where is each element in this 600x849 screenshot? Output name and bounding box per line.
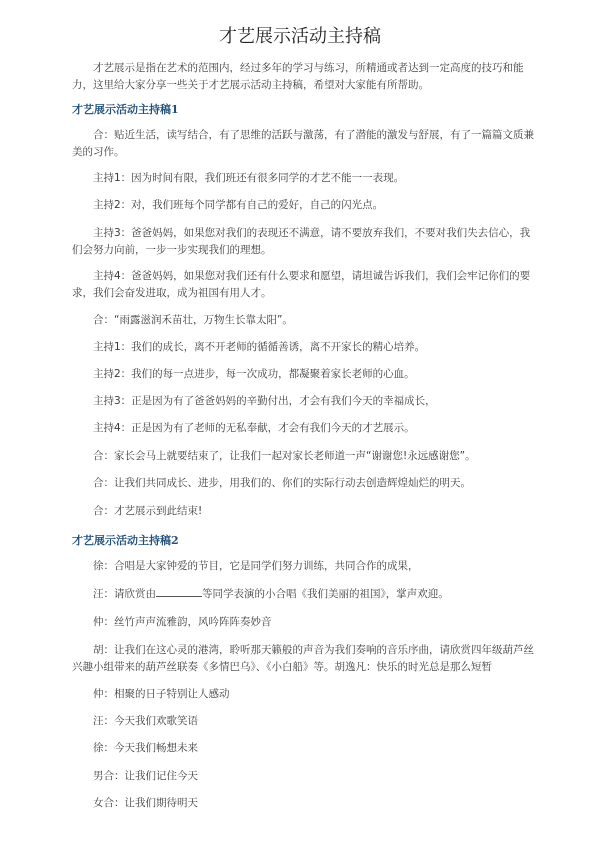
section-1-line: 主持4：正是因为有了老师的无私奉献，才会有我们今天的才艺展示。 — [93, 422, 415, 434]
section-1-line: 合：让我们共同成长、进步，用我们的、你们的实际行动去创造辉煌灿烂的明天。 — [93, 477, 471, 489]
line-text-before-blank: 汪：请欣赏由 — [93, 588, 156, 600]
section-2-line — [72, 586, 540, 603]
section-2-line: 徐：今天我们畅想未来 — [93, 742, 198, 754]
section-1-line: 主持4：爸爸妈妈，如果您对我们还有什么要求和愿望，请坦诚告诉我们，我们会牢记你们的要求，我们会奋发进取，成为祖国有用人才。 — [72, 270, 531, 299]
intro-paragraph: 才艺展示是指在艺术的范围内，经过多年的学习与练习，所精通或者达到一定高度的技巧和能力，这里给大家分享一些关于才艺展示活动主持稿，希望对大家能有所帮助。 — [72, 62, 524, 91]
section-1-line: 主持3：正是因为有了爸爸妈妈的辛勤付出，才会有我们今天的幸福成长， — [93, 395, 436, 407]
section-1-line: 主持1：我们的成长，离不开老师的循循善诱，离不开家长的精心培养。 — [93, 341, 426, 353]
section-1-line: 主持3：爸爸妈妈，如果您对我们的表现还不满意，请不要放弃我们，不要对我们失去信心，我们会努力向前，一步一步实现我们的理想。 — [72, 227, 531, 256]
section-2-line: 男合：让我们记住今天 — [93, 770, 198, 782]
page-title: 才艺展示活动主持稿 — [219, 26, 381, 47]
line-text-after-blank: 等同学表演的小合唱《我们美丽的祖国》，掌声欢迎。 — [202, 588, 449, 600]
fill-in-blank — [156, 586, 202, 597]
section-1-heading: 才艺展示活动主持稿1 — [72, 103, 179, 116]
section-2-line: 仲：相聚的日子特别让人感动 — [93, 688, 230, 700]
section-2-line: 女合：让我们期待明天 — [93, 797, 198, 809]
section-1-line: 合：贴近生活，读写结合，有了思维的活跃与激荡，有了潜能的激发与舒展，有了一篇篇文质兼美的习作。 — [72, 129, 534, 158]
section-1-line: 主持2：对，我们班每个同学都有自己的爱好，自己的闪光点。 — [93, 199, 384, 211]
section-2-line: 胡：让我们在这心灵的港湾，聆听那天籁般的声音为我们奏响的音乐序曲，请欣赏四年级葫芦丝兴趣小组带来的葫芦丝联奏《多情巴乌》、《小白船》等。胡逸凡：快乐的时光总是那么短暂 — [72, 644, 534, 673]
section-1-line: 主持2：我们的每一点进步，每一次成功，都凝聚着家长老师的心血。 — [93, 368, 415, 380]
section-1-line: 主持1：因为时间有限，我们班还有很多同学的才艺不能一一表现。 — [93, 172, 405, 184]
section-2-line: 仲：丝竹声声流雅韵，风吟阵阵奏妙音 — [93, 616, 272, 628]
section-1-line: 合：“雨露滋润禾苗壮，万物生长靠太阳”。 — [93, 314, 293, 326]
section-2-heading: 才艺展示活动主持稿2 — [72, 534, 179, 547]
section-1-line: 合：家长会马上就要结束了，让我们一起对家长老师道一声“谢谢您!永远感谢您”。 — [93, 450, 476, 462]
section-1-line: 合：才艺展示到此结束! — [93, 505, 203, 517]
section-2-line: 汪：今天我们欢歌笑语 — [93, 715, 198, 727]
section-2-line: 徐：合唱是大家钟爱的节目，它是同学们努力训练，共同合作的成果， — [93, 560, 419, 572]
